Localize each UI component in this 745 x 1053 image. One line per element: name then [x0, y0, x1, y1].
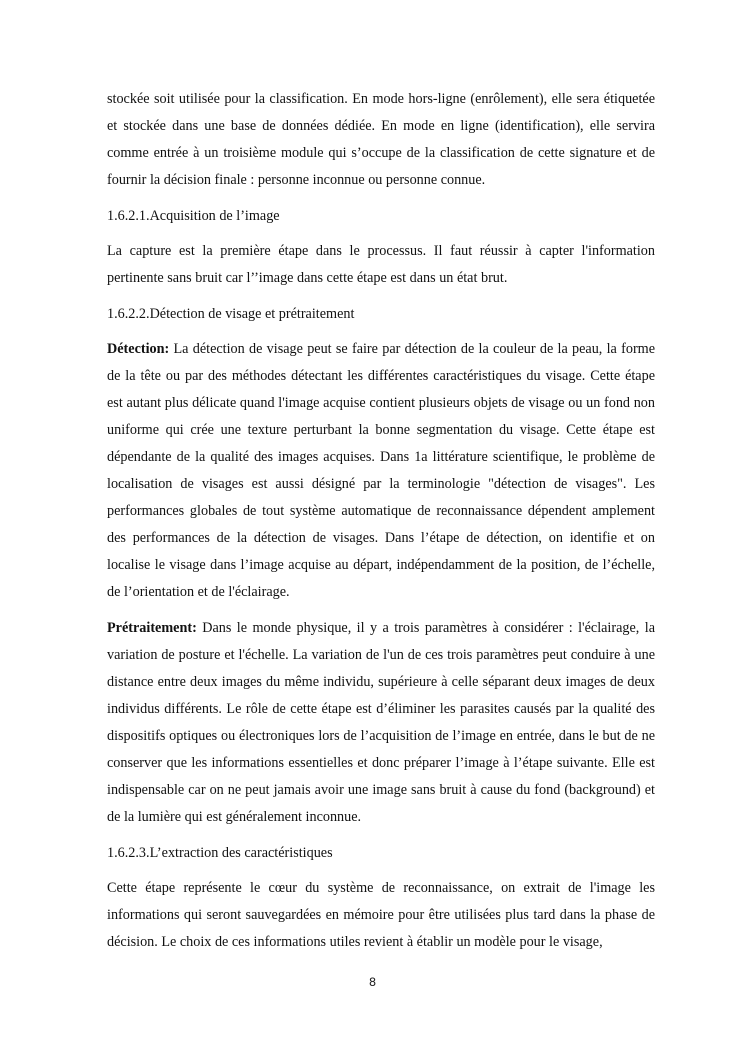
section-heading-detection: 1.6.2.2.Détection de visage et prétraitement [107, 306, 355, 322]
paragraph-pretraitement [107, 615, 655, 831]
paragraph-signature-storage: stockée soit utilisée pour la classification. En mode hors-ligne (enrôlement), elle sera étiquetée et stockée dans une base de données dédiée. En mode en ligne (identification), elle servira comme entrée à un troisième module qui s’occupe de la classification de cette signature et de fournir la décision finale : personne inconnue ou personne connue. [107, 91, 655, 188]
paragraph-extraction: Cette étape représente le cœur du système de reconnaissance, on extrait de l'image les informations qui seront sauvegardées en mémoire pour être utilisées plus tard dans la phase de décision. Le choix de ces informations utiles revient à établir un modèle pour le visage, [107, 880, 655, 950]
detection-text: La détection de visage peut se faire par détection de la couleur de la peau, la forme de la tête ou par des méthodes détectant les différentes caractéristiques du visage. Cette étape est autant plus délicate quand l'image acquise contient plusieurs objets de visage ou un fond non uniforme qui crée une texture perturbant la bonne segmentation du visage. Cette étape est dépendante de la qualité des images acquises. Dans 1a littérature scientifique, le problème de localisation de visages est aussi désigné par la terminologie "détection de visages". Les performances globales de tout système automatique de reconnaissance dépendent amplement des performances de la détection de visages. Dans l’étape de détection, on identifie et on localise le visage dans l’image acquise au départ, indépendamment de la position, de l’échelle, de l’orientation et de l'éclairage. [107, 341, 655, 600]
pretraitement-label: Prétraitement: [107, 620, 197, 636]
page-number: 8 [368, 975, 377, 989]
section-heading-extraction: 1.6.2.3.L’extraction des caractéristiques [107, 845, 333, 861]
section-heading-acquisition: 1.6.2.1.Acquisition de l’image [107, 208, 280, 224]
paragraph-detection [107, 336, 655, 606]
pretraitement-text: Dans le monde physique, il y a trois paramètres à considérer : l'éclairage, la variation de posture et l'échelle. La variation de l'un de ces trois paramètres peut conduire à une distance entre deux images du même individu, supérieure à celle séparant deux images de deux individus différents. Le rôle de cette étape est d’éliminer les parasites causés par la qualité des dispositifs optiques ou électroniques lors de l’acquisition de l’image en entrée, dans le but de ne conserver que les informations essentielles et donc préparer l’image à l’étape suivante. Elle est indispensable car on ne peut jamais avoir une image sans bruit à cause du fond (background) et de la lumière qui est généralement inconnue. [107, 620, 655, 825]
paragraph-acquisition: La capture est la première étape dans le processus. Il faut réussir à capter l'information pertinente sans bruit car l’’image dans cette étape est dans un état brut. [107, 243, 655, 286]
detection-label: Détection: [107, 341, 170, 357]
page-content [107, 86, 655, 965]
